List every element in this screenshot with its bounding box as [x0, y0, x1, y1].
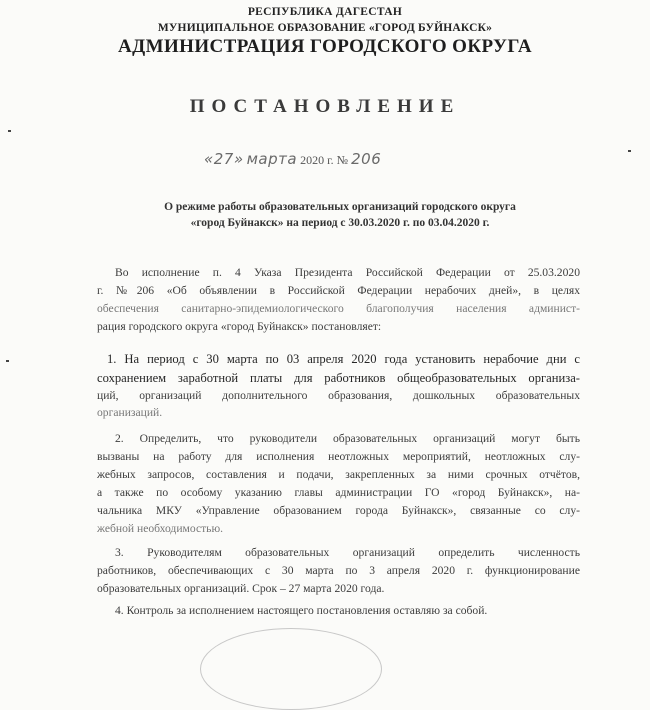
- paragraph-1-line: 1. На период с 30 марта по 03 апреля 2020 года установить нерабочие дни с: [107, 352, 580, 366]
- paragraph-1-line: сохранением заработной платы для работников общеобразовательных организа-: [97, 371, 580, 385]
- paragraph-1-line: ций, организаций дополнительного образования, дошкольных образовательных: [97, 389, 580, 402]
- number-sign: №: [336, 153, 349, 167]
- paragraph-2-line: жебных запросов, составления и подачи, закрепленных за ними срочных отчётов,: [97, 468, 580, 481]
- paragraph-2-line: жебной необходимостью.: [97, 522, 224, 535]
- scan-mark: [8, 130, 11, 132]
- preamble-line: рация городского округа «город Буйнакск» постановляет:: [97, 320, 382, 333]
- document-number-handwritten: 206: [351, 150, 382, 168]
- date-day-handwritten: «27»: [204, 150, 244, 168]
- date-line: [204, 150, 381, 168]
- document-title: ПОСТАНОВЛЕНИЕ: [189, 96, 461, 117]
- subject-line: О режиме работы образовательных организаций городского округа: [164, 201, 516, 213]
- paragraph-2-line: 2. Определить, что руководители образовательных организаций могут быть: [115, 432, 580, 445]
- document-subject: [100, 199, 580, 231]
- subject-line: «город Буйнакск» на период с 30.03.2020 г. по 03.04.2020 г.: [190, 217, 490, 229]
- preamble-line: обеспечения санитарно-эпидемиологического благополучия населения админист-: [97, 302, 580, 315]
- stamp-outline: [200, 628, 382, 710]
- header-municipality: МУНИЦИПАЛЬНОЕ ОБРАЗОВАНИЕ «ГОРОД БУЙНАКСК»: [157, 22, 493, 34]
- preamble-line: г. №206 «Об объявлении в Российской Федерации нерабочих дней», в целях: [97, 284, 580, 297]
- scan-mark: [6, 360, 9, 362]
- header-republic: РЕСПУБЛИКА ДАГЕСТАН: [247, 6, 403, 18]
- paragraph-2-line: вызваны на работу для исполнения неотложных мероприятий, неотложных слу-: [97, 450, 580, 463]
- header-administration: АДМИНИСТРАЦИЯ ГОРОДСКОГО ОКРУГА: [118, 36, 532, 57]
- date-year: 2020 г.: [300, 153, 334, 167]
- date-month-handwritten: марта: [246, 150, 298, 168]
- scan-mark: [628, 150, 631, 152]
- paragraph-3-line: работников, обеспечивающих с 30 марта по 3 апреля 2020 г. функционирование: [97, 564, 580, 577]
- paragraph-2-line: чальника МКУ «Управление образованием города Буйнакск», связанные со слу-: [97, 504, 580, 517]
- paragraph-2-line: а также по особому указанию главы администрации ГО «город Буйнакск», на-: [97, 486, 580, 499]
- paragraph-3-line: 3. Руководителям образовательных организаций определить численность: [115, 546, 580, 559]
- paragraph-1-line: организаций.: [97, 406, 163, 419]
- preamble-line: Во исполнение п. 4 Указа Президента Российской Федерации от 25.03.2020: [115, 266, 580, 279]
- paragraph-3-line: образовательных организаций. Срок – 27 марта 2020 года.: [97, 582, 385, 595]
- paragraph-4-line: 4. Контроль за исполнением настоящего постановления оставляю за собой.: [115, 604, 488, 617]
